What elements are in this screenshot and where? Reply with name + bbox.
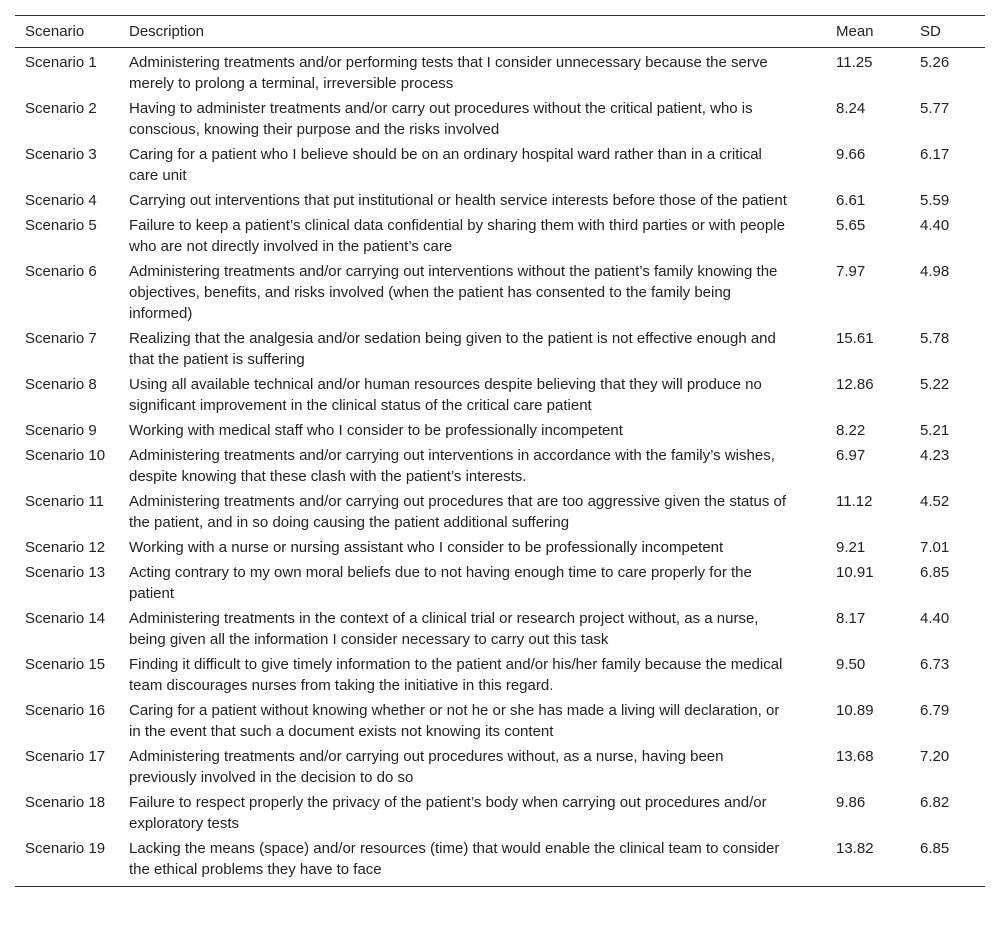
sd-cell: 5.22	[920, 376, 950, 393]
sd-cell: 6.85	[910, 834, 985, 887]
description-cell: Administering treatments and/or performing tests that I consider unnecessary because the serve merely to prolong a terminal, irreversible process	[129, 54, 768, 92]
sd-cell: 4.23	[920, 447, 950, 464]
table-row	[15, 834, 985, 887]
scenario-cell: Scenario 3	[25, 146, 97, 163]
mean-cell: 6.61	[836, 192, 866, 209]
table-row	[15, 186, 985, 211]
header-row	[15, 16, 985, 48]
scenario-cell: Scenario 11	[25, 493, 104, 510]
scenario-cell: Scenario 7	[25, 330, 97, 347]
mean-cell: 8.24	[836, 100, 866, 117]
description-cell: Carrying out interventions that put institutional or health service interests before those of the patient	[129, 192, 787, 209]
table-header	[15, 16, 985, 48]
header-sd: SD	[910, 16, 985, 48]
sd-cell: 6.79	[920, 702, 950, 719]
scenario-cell: Scenario 2	[25, 100, 97, 117]
scenario-cell: Scenario 18	[25, 794, 106, 811]
scenario-cell: Scenario 6	[25, 263, 97, 280]
description-cell: Administering treatments and/or carrying out procedures that are too aggressive given the status of the patient, and in so doing causing the patient additional suffering	[129, 493, 787, 531]
sd-cell: 4.40	[920, 217, 950, 234]
table-row	[15, 441, 985, 487]
mean-cell: 9.21	[836, 539, 866, 556]
description-cell: Finding it difficult to give timely information to the patient and/or his/her family because the medical team discourages nurses from taking the initiative in this regard.	[129, 656, 783, 694]
mean-cell: 11.12	[836, 493, 873, 510]
mean-cell: 10.91	[836, 564, 874, 581]
table-row	[15, 211, 985, 257]
mean-cell: 13.68	[836, 748, 874, 765]
sd-cell: 7.01	[920, 539, 950, 556]
scenario-cell: Scenario 13	[25, 564, 106, 581]
scenario-cell: Scenario 19	[15, 834, 119, 887]
mean-cell: 6.97	[836, 447, 866, 464]
table-row	[15, 604, 985, 650]
description-cell: Administering treatments and/or carrying out procedures without, as a nurse, having been previously involved in the decision to do so	[129, 748, 724, 786]
table-row	[15, 416, 985, 441]
mean-cell: 9.66	[836, 146, 866, 163]
description-cell: Administering treatments and/or carrying out interventions in accordance with the family’s wishes, despite knowing that these clash with the patient’s interests.	[129, 447, 775, 485]
sd-cell: 6.73	[920, 656, 950, 673]
mean-cell: 7.97	[836, 263, 866, 280]
description-cell: Working with medical staff who I consider to be professionally incompetent	[129, 422, 623, 439]
table-row	[15, 140, 985, 186]
sd-cell: 4.40	[920, 610, 950, 627]
table-row	[15, 696, 985, 742]
mean-cell: 9.86	[836, 794, 866, 811]
sd-cell: 5.78	[920, 330, 950, 347]
mean-cell: 12.86	[836, 376, 874, 393]
mean-cell: 8.17	[836, 610, 866, 627]
mean-cell: 11.25	[836, 54, 873, 71]
table-row	[15, 742, 985, 788]
sd-cell: 5.77	[920, 100, 950, 117]
sd-cell: 6.85	[920, 564, 950, 581]
mean-cell: 5.65	[836, 217, 866, 234]
table-row	[15, 650, 985, 696]
description-cell: Caring for a patient who I believe should be on an ordinary hospital ward rather than in a critical care unit	[129, 146, 762, 184]
table-row	[15, 94, 985, 140]
scenario-cell: Scenario 5	[25, 217, 97, 234]
description-cell: Failure to keep a patient’s clinical data confidential by sharing them with third parties or with people who are not directly involved in the patient’s care	[129, 217, 785, 255]
sd-cell: 7.20	[920, 748, 950, 765]
table-body	[15, 48, 985, 887]
scenario-cell: Scenario 9	[25, 422, 97, 439]
scenario-cell: Scenario 1	[25, 54, 97, 71]
mean-cell: 10.89	[836, 702, 874, 719]
description-cell: Having to administer treatments and/or carry out procedures without the critical patient, who is conscious, knowing their purpose and the risks involved	[129, 100, 753, 138]
scenario-cell: Scenario 10	[25, 447, 106, 464]
description-cell: Failure to respect properly the privacy of the patient’s body when carrying out procedures and/or exploratory tests	[129, 794, 767, 832]
table-row	[15, 558, 985, 604]
table-row	[15, 533, 985, 558]
scenario-cell: Scenario 4	[25, 192, 97, 209]
scenario-cell: Scenario 15	[25, 656, 106, 673]
sd-cell: 6.17	[920, 146, 950, 163]
mean-cell: 8.22	[836, 422, 866, 439]
scenario-cell: Scenario 8	[25, 376, 97, 393]
scenario-cell: Scenario 16	[25, 702, 106, 719]
table-row	[15, 257, 985, 324]
mean-cell: 9.50	[836, 656, 866, 673]
description-cell: Working with a nurse or nursing assistant who I consider to be professionally incompetent	[129, 539, 724, 556]
table-row	[15, 788, 985, 834]
sd-cell: 5.21	[920, 422, 950, 439]
scenario-table	[15, 15, 985, 887]
mean-cell: 13.82	[826, 834, 910, 887]
table-row	[15, 48, 985, 95]
table-row	[15, 324, 985, 370]
description-cell: Caring for a patient without knowing whether or not he or she has made a living will declaration, or in the event that such a document exists not knowing its content	[129, 702, 780, 740]
header-mean: Mean	[826, 16, 910, 48]
description-cell: Administering treatments and/or carrying out interventions without the patient’s family knowing the objectives, benefits, and risks involved (when the patient has consented to the family being informed)	[129, 263, 778, 322]
header-description: Description	[119, 16, 826, 48]
scenario-cell: Scenario 12	[25, 539, 106, 556]
scenario-cell: Scenario 14	[25, 610, 106, 627]
description-cell: Using all available technical and/or human resources despite believing that they will produce no significant improvement in the clinical status of the critical care patient	[129, 376, 762, 414]
sd-cell: 4.98	[920, 263, 950, 280]
table-row	[15, 487, 985, 533]
sd-cell: 5.59	[920, 192, 950, 209]
description-cell: Realizing that the analgesia and/or sedation being given to the patient is not effective enough and that the patient is suffering	[129, 330, 776, 368]
description-cell: Lacking the means (space) and/or resources (time) that would enable the clinical team to consider the ethical problems they have to face	[119, 834, 826, 887]
table-row	[15, 370, 985, 416]
scenario-cell: Scenario 17	[25, 748, 106, 765]
sd-cell: 4.52	[920, 493, 950, 510]
description-cell: Administering treatments in the context of a clinical trial or research project without, as a nurse, being given all the information I consider necessary to carry out this task	[129, 610, 759, 648]
mean-cell: 15.61	[836, 330, 874, 347]
header-scenario: Scenario	[15, 16, 119, 48]
description-cell: Acting contrary to my own moral beliefs due to not having enough time to care properly for the patient	[129, 564, 752, 602]
sd-cell: 6.82	[920, 794, 950, 811]
sd-cell: 5.26	[920, 54, 950, 71]
